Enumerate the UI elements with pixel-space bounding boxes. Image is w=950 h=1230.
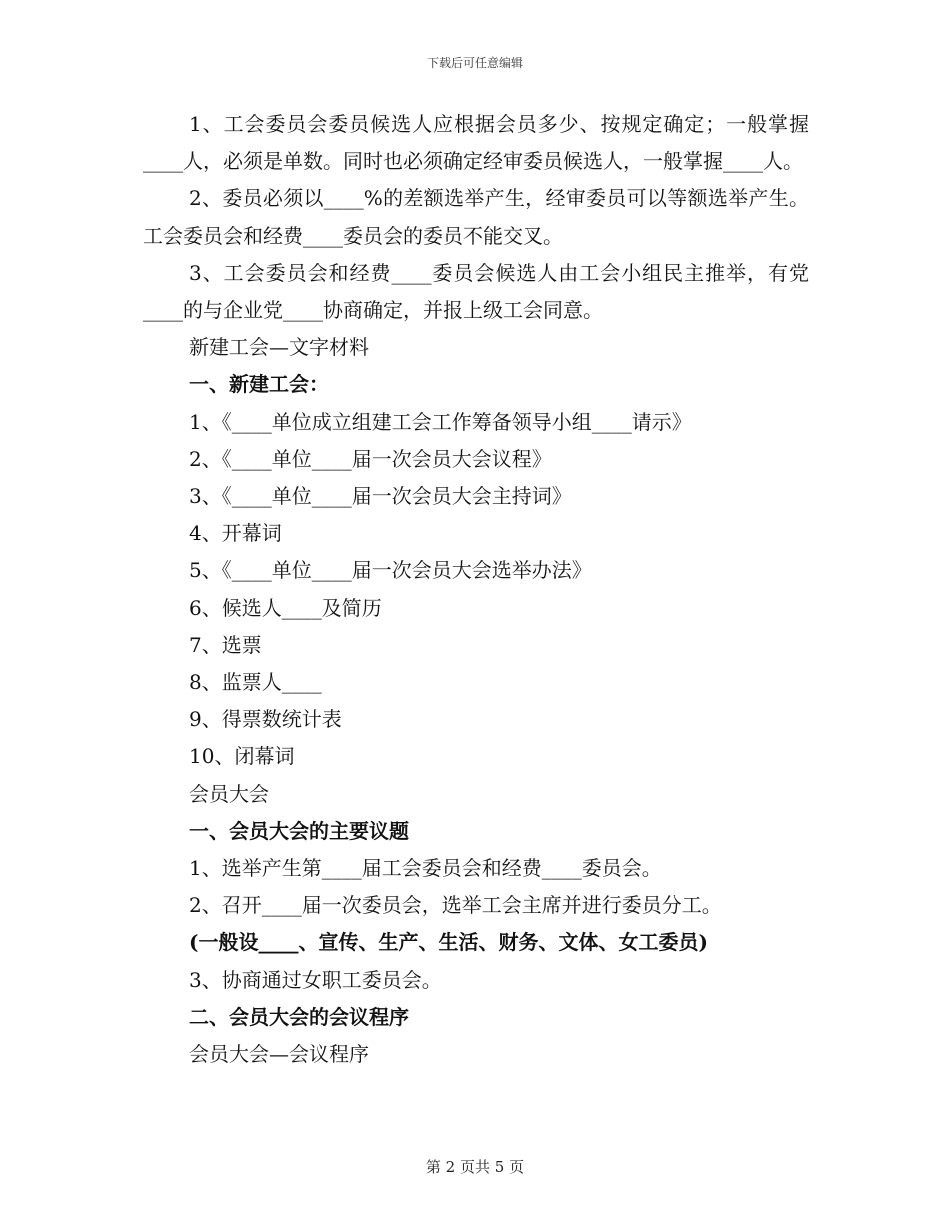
paragraph: 3、工会委员会和经费____委员会候选人由工会小组民主推举，有党____的与企业党____协商确定，并报上级工会同意。	[143, 260, 809, 323]
section-title: 新建工会—文字材料	[189, 335, 369, 360]
note-line: (一般设____、宣传、生产、生活、财务、文体、女工委员)	[189, 930, 708, 955]
list-item: 1、《____单位成立组建工会工作筹备领导小组____请示》	[189, 409, 692, 434]
section-heading: 二、会员大会的会议程序	[189, 1004, 409, 1029]
list-item: 9、得票数统计表	[189, 707, 342, 732]
list-item: 5、《____单位____届一次会员大会选举办法》	[189, 558, 592, 583]
list-item: 8、监票人____	[189, 670, 322, 695]
section-title: 会员大会	[189, 781, 269, 806]
paragraph: 2、委员必须以____%的差额选举产生，经审委员可以等额选举产生。工会委员会和经费____委员会的委员不能交叉。	[143, 186, 809, 248]
section-heading: 一、新建工会：	[189, 372, 329, 397]
paragraph: 1、工会委员会委员候选人应根据会员多少、按规定确定；一般掌握____人，必须是单数。同时也必须确定经审委员候选人，一般掌握____人。	[143, 112, 809, 174]
list-item: 2、召开____届一次委员会，选举工会主席并进行委员分工。	[189, 893, 722, 918]
list-item: 7、选票	[189, 632, 262, 657]
list-item: 6、候选人____及简历	[189, 595, 382, 620]
section-heading: 一、会员大会的主要议题	[189, 818, 409, 843]
list-item: 3、协商通过女职工委员会。	[189, 967, 442, 992]
section-title: 会员大会—会议程序	[189, 1042, 369, 1067]
list-item: 10、闭幕词	[189, 744, 295, 769]
list-item: 4、开幕词	[189, 521, 282, 546]
list-item: 2、《____单位____届一次会员大会议程》	[189, 446, 552, 471]
page-header: 下载后可任意编辑	[426, 56, 523, 70]
list-item: 3、《____单位____届一次会员大会主持词》	[189, 484, 572, 509]
document-body	[143, 106, 809, 1073]
page-footer: 第 2 页共 5 页	[425, 1158, 525, 1176]
list-item: 1、选举产生第____届工会委员会和经费____委员会。	[189, 856, 662, 881]
